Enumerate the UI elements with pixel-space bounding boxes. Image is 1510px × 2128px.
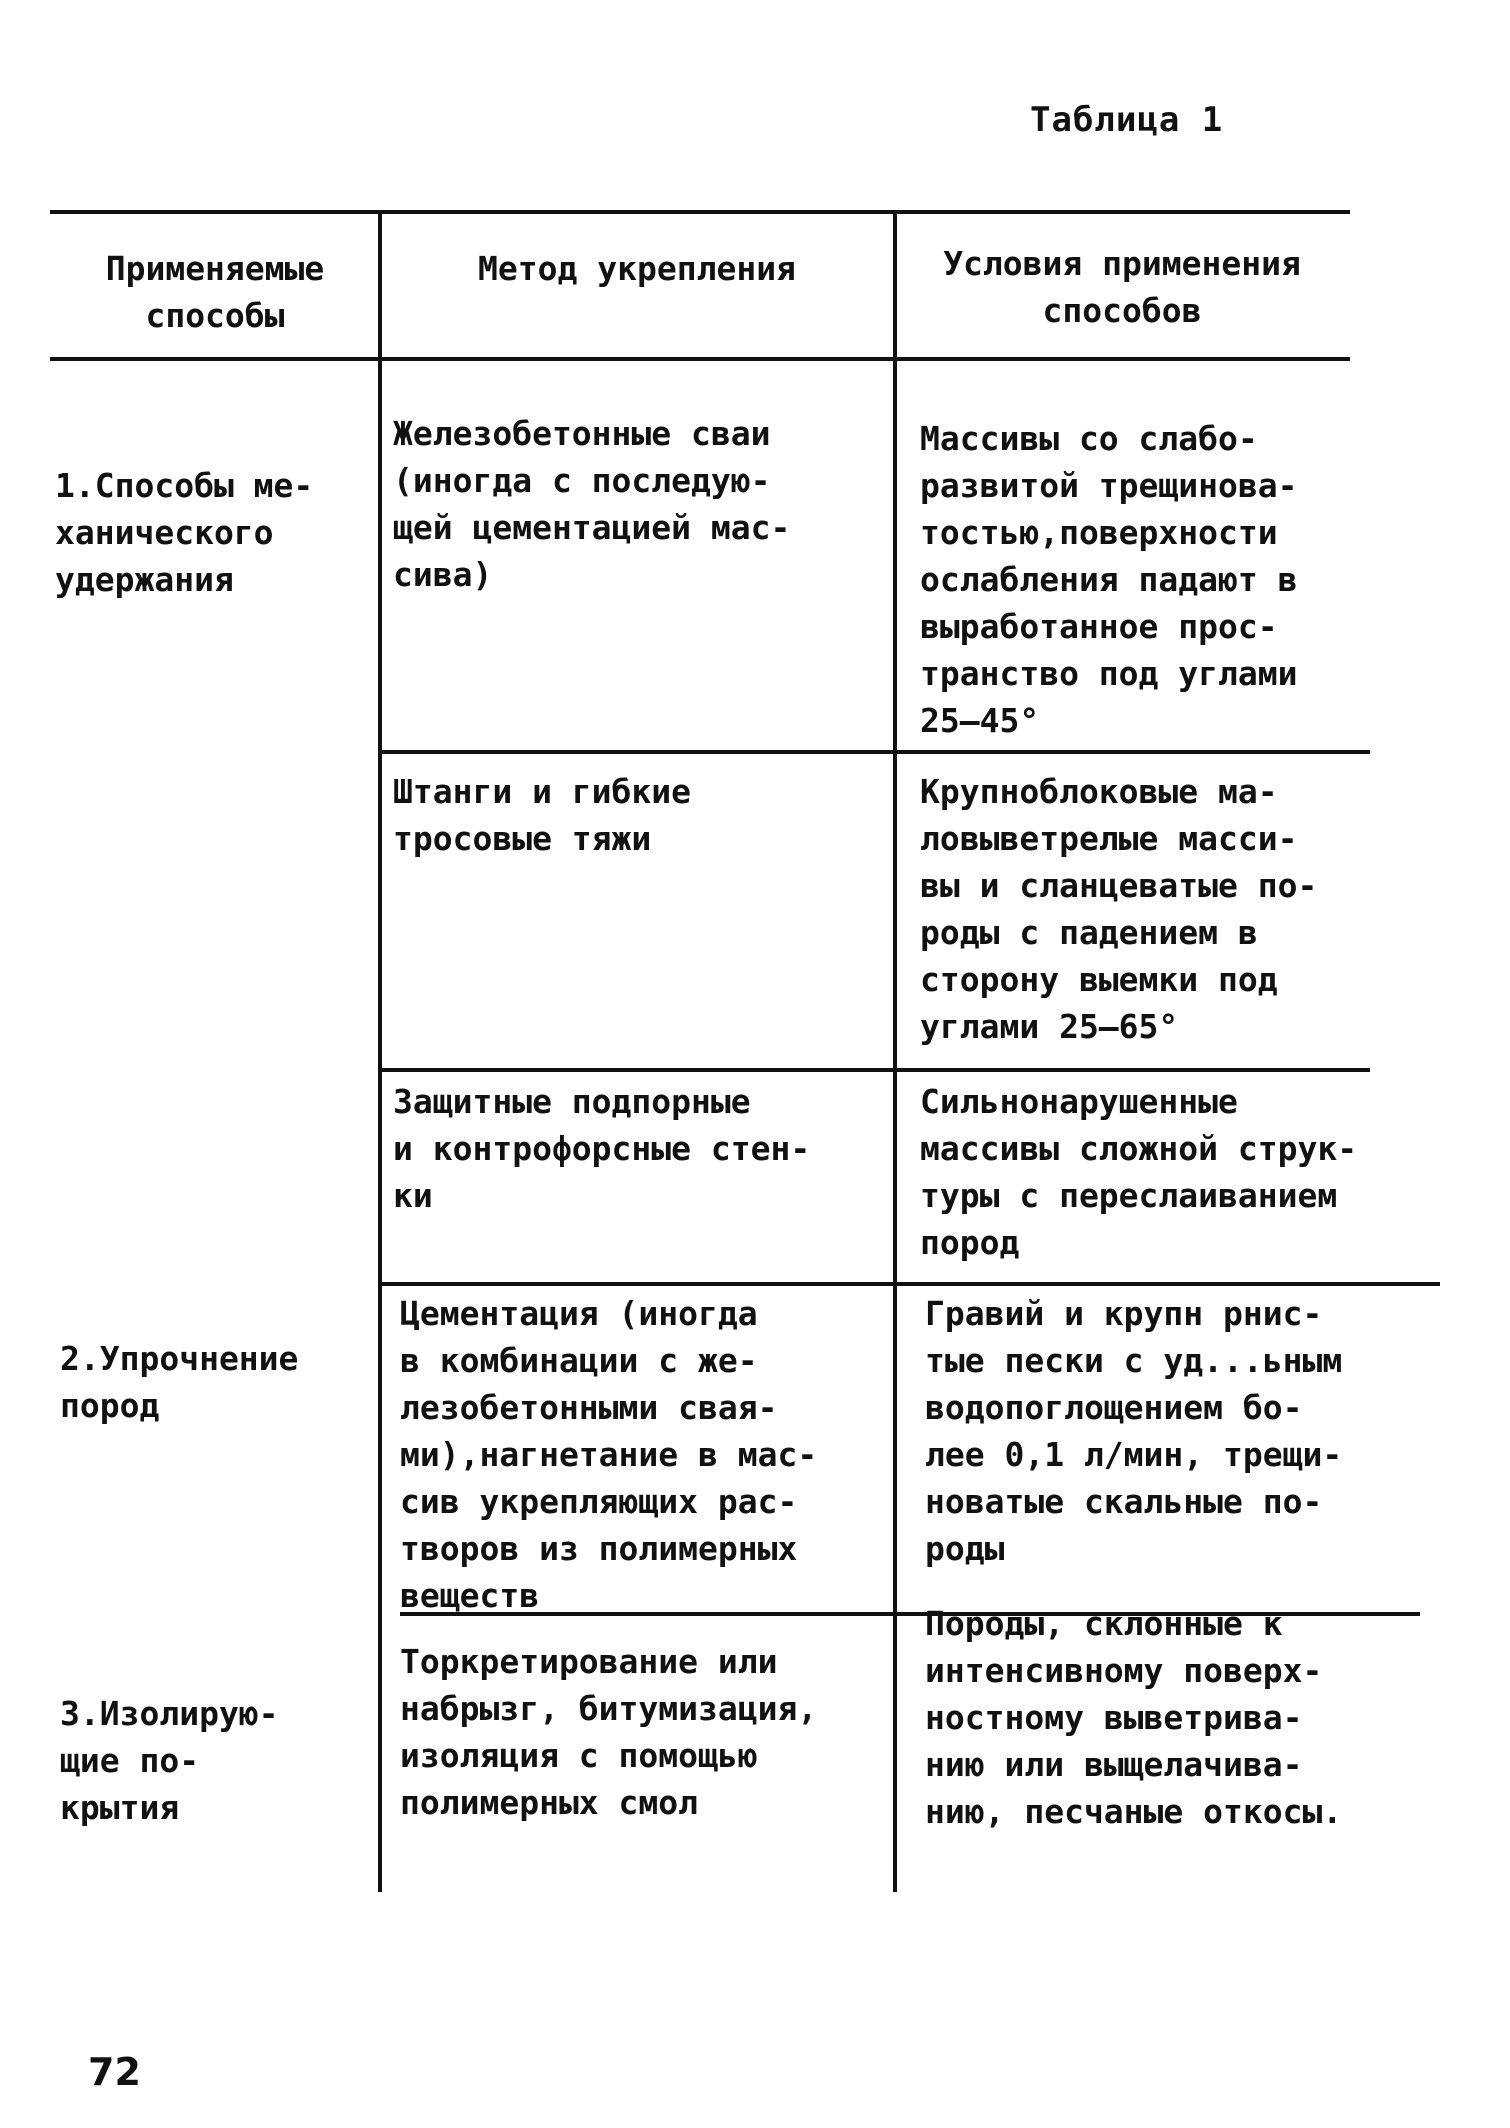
method-group-2: 2.Упрочнение пород: [60, 1339, 299, 1425]
column-divider-2: [893, 212, 897, 1892]
row-divider-2: [380, 1068, 1370, 1072]
technique-3-1: Торкретирование или набрызг, битумизация, изоляция с помощью полимерных смол: [400, 1642, 818, 1822]
conditions-1-1: Массивы со слабо- развитой трещинова- тостью,поверхности ослабления падают в выработанное прос- транство под углами 25–45°: [920, 419, 1298, 740]
row-divider-3: [380, 1282, 1440, 1286]
row-divider-1: [380, 750, 1370, 754]
technique-1-1: Железобетонные сваи (иногда с последую- щей цементацией мас- сива): [393, 414, 791, 594]
method-group-1: 1.Способы ме- ханического удержания: [55, 466, 314, 599]
header-technique: Метод укрепления: [478, 249, 796, 288]
method-group-3: 3.Изолирую- щие по- крытия: [60, 1694, 279, 1827]
conditions-3-1: Породы, склонные к интенсивному поверх- ностному выветрива- нию или выщелачива- нию, песчаные откосы.: [925, 1604, 1343, 1831]
technique-1-3: Защитные подпорные и контрофорсные стен- ки: [393, 1082, 811, 1215]
header-conditions: Условия применения способов: [943, 244, 1301, 330]
technique-1-2: Штанги и гибкие тросовые тяжи: [393, 772, 692, 858]
table-top-rule: [50, 210, 1350, 214]
table-caption: Таблица 1: [1030, 100, 1224, 140]
column-divider-1: [378, 212, 382, 1892]
page-number: 72: [88, 2050, 141, 2094]
conditions-1-2: Крупноблоковые ма- ловыветрелые масси- вы и сланцеватые по- роды с падением в сторону выемки под углами 25–65°: [920, 772, 1318, 1046]
header-methods: Применяемые способы: [105, 249, 325, 335]
technique-2-1: Цементация (иногда в комбинации с же- лезобетонными свая- ми),нагнетание в мас- сив укрепляющих рас- творов из полимерных веществ: [400, 1294, 818, 1615]
header-bottom-rule: [50, 357, 1350, 361]
conditions-1-3: Сильнонарушенные массивы сложной струк- туры с переслаиванием пород: [920, 1082, 1358, 1262]
conditions-2-1: Гравий и крупн рнис- тые пески с уд...ьным водопоглощением бо- лее 0,1 л/мин, трещи- новатые скальные по- роды: [925, 1294, 1343, 1568]
